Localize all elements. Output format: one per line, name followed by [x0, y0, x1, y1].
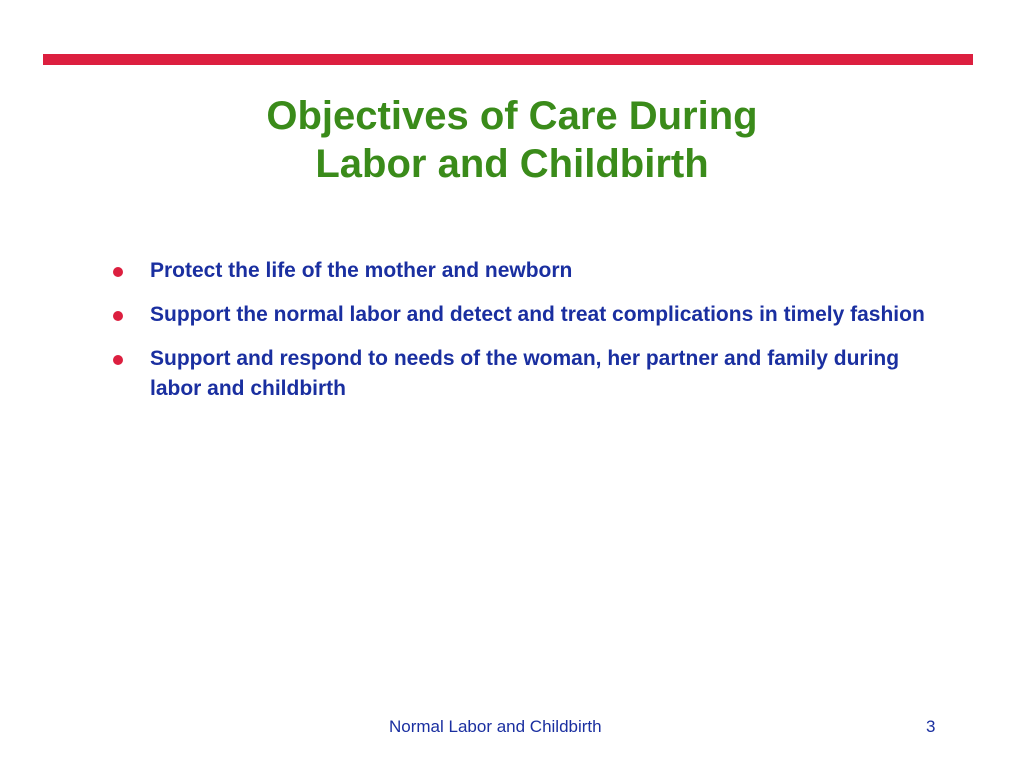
- bullet-text: Support and respond to needs of the woman, her partner and family during labor and childbirth: [150, 347, 900, 400]
- bullet-list: [113, 256, 933, 418]
- slide-title: [0, 92, 1024, 188]
- bullet-item: [113, 300, 933, 330]
- page-number: 3: [926, 717, 936, 736]
- bullet-dot-icon: [113, 267, 123, 277]
- slide-title-line-2: Labor and Childbirth: [315, 142, 709, 186]
- bullet-dot-icon: [113, 311, 123, 321]
- bullet-dot-icon: [113, 355, 123, 365]
- slide-title-line-1: Objectives of Care During: [266, 94, 758, 138]
- footer-title: Normal Labor and Childbirth: [389, 717, 602, 736]
- bullet-text: Protect the life of the mother and newborn: [150, 259, 573, 282]
- bullet-item: [113, 344, 933, 404]
- bullet-text: Support the normal labor and detect and treat complications in timely fashion: [150, 303, 925, 326]
- top-rule: [43, 54, 973, 65]
- bullet-item: [113, 256, 933, 286]
